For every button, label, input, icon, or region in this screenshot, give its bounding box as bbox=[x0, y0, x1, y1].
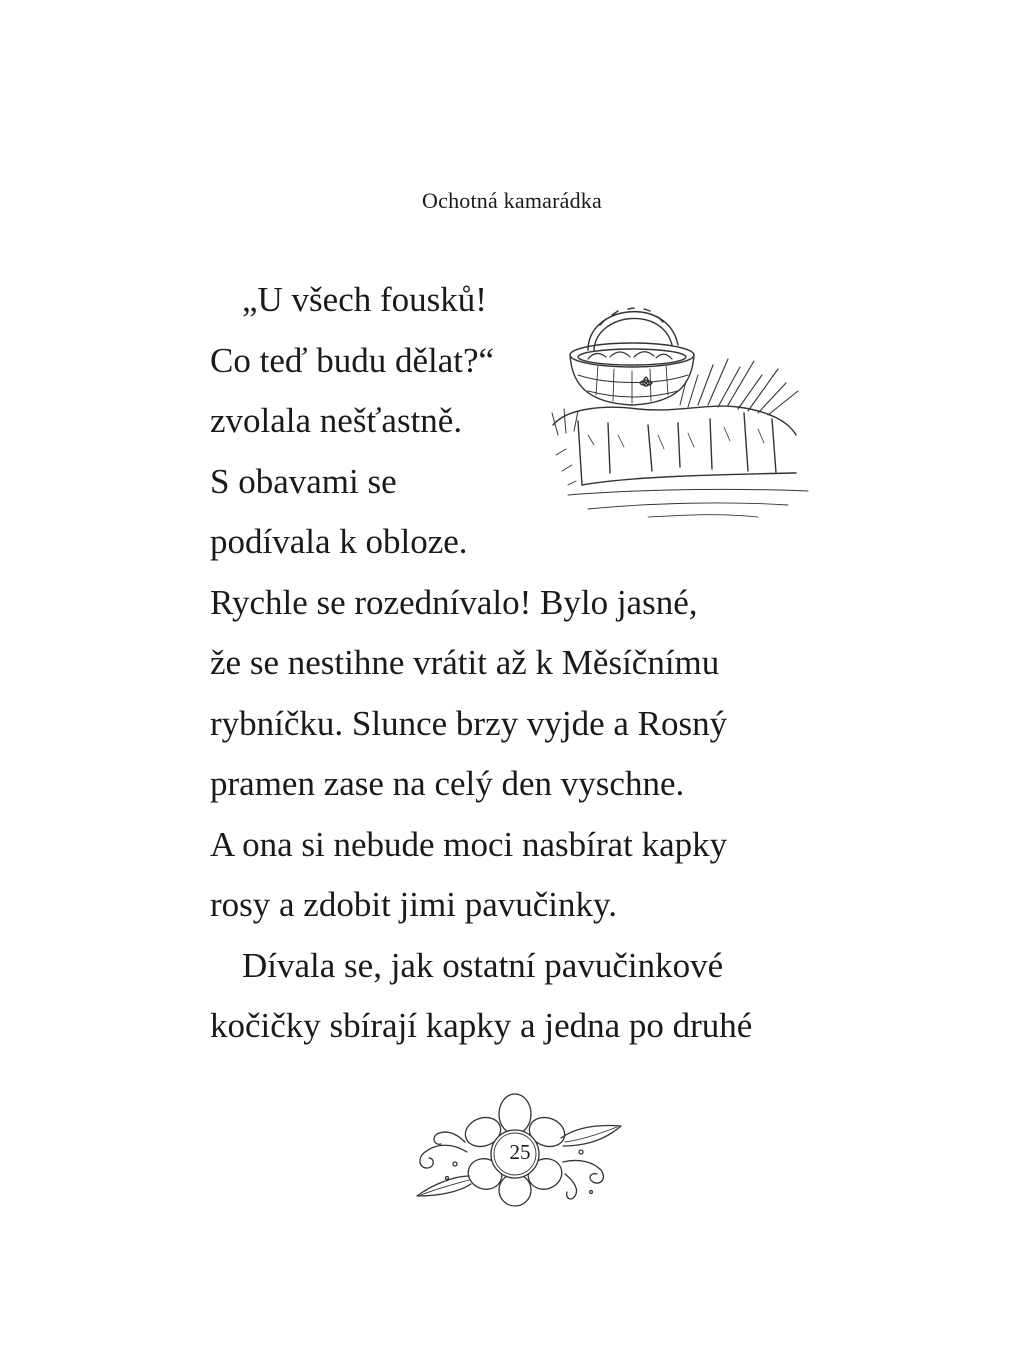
text-line: Co teď budu dělat?“ bbox=[210, 340, 495, 380]
text-line: kočičky sbírají kapky a jedna po druhé bbox=[210, 1006, 753, 1045]
text-line: že se nestihne vrátit až k Měsíčnímu bbox=[210, 643, 720, 682]
text-line: A ona si nebude moci nasbírat kapky bbox=[210, 824, 728, 864]
text-line: pramen zase na celý den vyschne. bbox=[210, 764, 685, 803]
text-line: S obavami se bbox=[210, 461, 397, 501]
page-number: 25 bbox=[509, 1140, 531, 1164]
text-line: zvolala nešťastně. bbox=[210, 401, 463, 440]
basket-on-rock-sketch-icon bbox=[548, 295, 816, 527]
text-line: „U všech fousků! bbox=[242, 280, 487, 319]
text-line: Dívala se, jak ostatní pavučinkové bbox=[242, 945, 724, 985]
running-title: Ochotná kamarádka bbox=[422, 188, 602, 213]
text-line: podívala k obloze. bbox=[210, 522, 468, 561]
text-line: rosy a zdobit jimi pavučinky. bbox=[210, 885, 617, 924]
text-line: Rychle se rozednívalo! Bylo jasné, bbox=[210, 582, 698, 622]
text-line: rybníčku. Slunce brzy vyjde a Rosný bbox=[210, 703, 728, 743]
